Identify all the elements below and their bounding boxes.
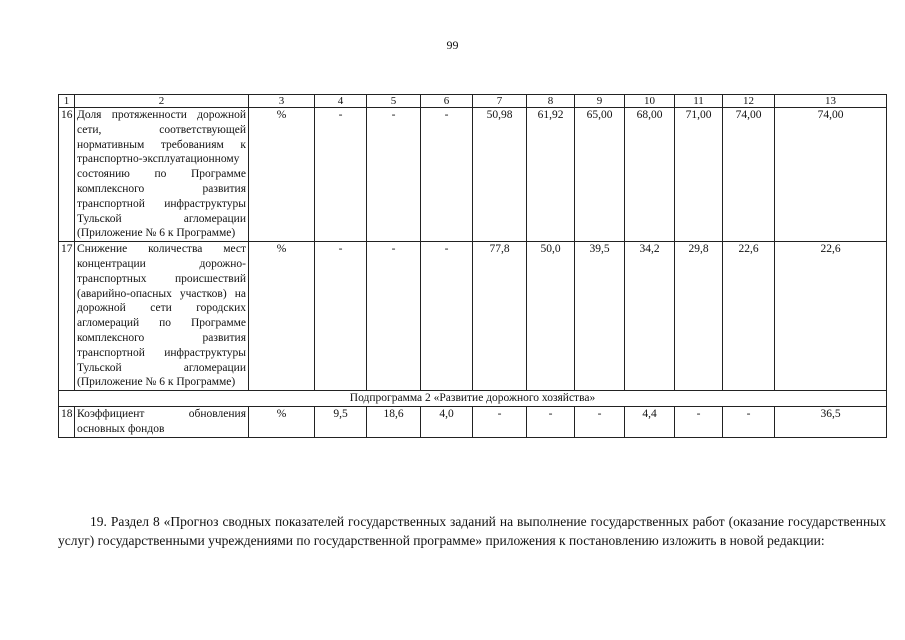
value-cell: -	[527, 406, 575, 437]
indicator-name: Коэффициент обновления основных фондов	[75, 406, 249, 437]
row-number: 16	[59, 108, 75, 242]
header-cell: 4	[315, 95, 367, 108]
subprogram-row	[59, 391, 887, 407]
value-cell: 68,00	[625, 108, 675, 242]
unit-cell: %	[249, 406, 315, 437]
header-cell: 9	[575, 95, 625, 108]
value-cell: 9,5	[315, 406, 367, 437]
header-cell: 7	[473, 95, 527, 108]
header-cell: 11	[675, 95, 723, 108]
header-cell: 5	[367, 95, 421, 108]
value-cell: 50,98	[473, 108, 527, 242]
value-cell: 71,00	[675, 108, 723, 242]
header-cell: 8	[527, 95, 575, 108]
value-cell: -	[421, 108, 473, 242]
value-cell: 39,5	[575, 242, 625, 391]
table-row	[59, 406, 887, 437]
indicator-name: Снижение количества мест концентрации дорожно-транспортных происшествий (аварийно-опасных участков) на дорожной сети городских агломераций по Программе комплексного развития транспортной инфраструктуры Тульской агломерации (Приложение № 6 к Программе)	[75, 242, 249, 391]
indicator-name: Доля протяженности дорожной сети, соответствующей нормативным требованиям к транспортно-эксплуатационному состоянию по Программе комплексного развития транспортной инфраструктуры Тульской агломерации (Приложение № 6 к Программе)	[75, 108, 249, 242]
value-cell: -	[421, 242, 473, 391]
value-cell: 29,8	[675, 242, 723, 391]
row-number: 18	[59, 406, 75, 437]
table-row	[59, 242, 887, 391]
value-cell: 4,0	[421, 406, 473, 437]
value-cell: -	[575, 406, 625, 437]
header-cell: 6	[421, 95, 473, 108]
value-cell: -	[315, 108, 367, 242]
value-cell: 65,00	[575, 108, 625, 242]
value-cell: 22,6	[723, 242, 775, 391]
value-cell: 74,00	[775, 108, 887, 242]
value-cell: -	[473, 406, 527, 437]
value-cell: 22,6	[775, 242, 887, 391]
subprogram-title: Подпрограмма 2 «Развитие дорожного хозяйства»	[59, 391, 887, 407]
table-row	[59, 108, 887, 242]
value-cell: 74,00	[723, 108, 775, 242]
page-number: 99	[446, 38, 459, 52]
value-cell: -	[367, 242, 421, 391]
table-header-row	[59, 95, 887, 108]
value-cell: 34,2	[625, 242, 675, 391]
body-paragraph: 19. Раздел 8 «Прогноз сводных показателей государственных заданий на выполнение государственных работ (оказание государственных услуг) государственными учреждениями по государственной программе» приложения к постановлению изложить в новой редакции:	[58, 514, 886, 548]
row-number: 17	[59, 242, 75, 391]
value-cell: 36,5	[775, 406, 887, 437]
header-cell: 10	[625, 95, 675, 108]
header-cell: 3	[249, 95, 315, 108]
header-cell: 1	[59, 95, 75, 108]
value-cell: 4,4	[625, 406, 675, 437]
value-cell: -	[315, 242, 367, 391]
header-cell: 12	[723, 95, 775, 108]
unit-cell: %	[249, 108, 315, 242]
indicators-table	[58, 94, 887, 438]
unit-cell: %	[249, 242, 315, 391]
value-cell: 18,6	[367, 406, 421, 437]
value-cell: 61,92	[527, 108, 575, 242]
value-cell: -	[675, 406, 723, 437]
value-cell: 77,8	[473, 242, 527, 391]
value-cell: -	[723, 406, 775, 437]
value-cell: -	[367, 108, 421, 242]
header-cell: 2	[75, 95, 249, 108]
header-cell: 13	[775, 95, 887, 108]
value-cell: 50,0	[527, 242, 575, 391]
